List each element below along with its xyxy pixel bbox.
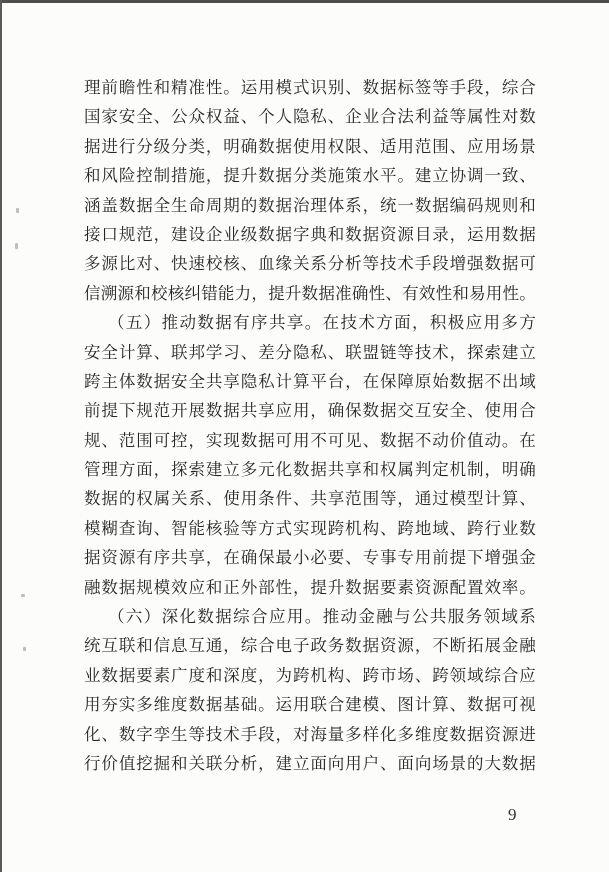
text-line: 跨主体数据安全共享隐私计算平台，在保障原始数据不出域 (84, 371, 536, 391)
text-line: 国家安全、公众权益、个人隐私、企业合法利益等属性对数 (84, 107, 536, 127)
scan-speckle (21, 594, 25, 597)
text-line: 前提下规范开展数据共享应用，确保数据交互安全、使用合 (84, 401, 536, 421)
scan-speckle (15, 243, 18, 249)
text-line: 数据的权属关系、使用条件、共享范围等，通过模型计算、 (84, 489, 536, 509)
scan-edge-left (0, 0, 2, 872)
text-line: 模糊查询、智能核验等方式实现跨机构、跨地域、跨行业数 (84, 518, 536, 538)
text-line: 据资源有序共享，在确保最小必要、专事专用前提下增强金 (84, 548, 536, 568)
text-line: 接口规范，建设企业级数据字典和数据资源目录，运用数据 (84, 224, 536, 244)
page-number: 9 (508, 805, 517, 824)
document-text-block (84, 73, 536, 778)
paragraph-start-line-section-6: （六）深化数据综合应用。推动金融与公共服务领域系 (108, 607, 536, 627)
paragraph-start-line-section-5: （五）推动数据有序共享。在技术方面，积极应用多方 (108, 313, 536, 333)
text-line: 和风险控制措施，提升数据分类施策水平。建立协调一致、 (84, 166, 536, 186)
text-line: 管理方面，探索建立多元化数据共享和权属判定机制，明确 (84, 460, 536, 480)
text-line: 行价值挖掘和关联分析，建立面向用户、面向场景的大数据 (84, 753, 536, 773)
text-line: 规、范围可控，实现数据可用不可见、数据不动价值动。在 (84, 430, 536, 450)
text-line: 统互联和信息互通，综合电子政务数据资源，不断拓展金融 (84, 636, 536, 656)
text-line: 用夯实多维度数据基础。运用联合建模、图计算、数据可视 (84, 695, 536, 715)
text-line: 化、数字孪生等技术手段，对海量多样化多维度数据资源进 (84, 724, 536, 744)
text-line: 业数据要素广度和深度，为跨机构、跨市场、跨领域综合应 (84, 665, 536, 685)
text-line: 信溯源和校核纠错能力，提升数据准确性、有效性和易用性。 (84, 283, 536, 303)
scan-speckle (23, 647, 26, 651)
text-line: 理前瞻性和精准性。运用模式识别、数据标签等手段，综合 (84, 78, 536, 97)
text-line: 安全计算、联邦学习、差分隐私、联盟链等技术，探索建立 (84, 342, 536, 362)
text-line: 据进行分级分类，明确数据使用权限、适用范围、应用场景 (84, 136, 536, 156)
scan-speckle (16, 208, 19, 213)
text-line: 融数据规模效应和正外部性，提升数据要素资源配置效率。 (84, 577, 536, 597)
text-line: 多源比对、快速校核、血缘关系分析等技术手段增强数据可 (84, 254, 536, 274)
text-line: 涵盖数据全生命周期的数据治理体系，统一数据编码规则和 (84, 195, 536, 215)
scan-edge-top (0, 0, 609, 3)
